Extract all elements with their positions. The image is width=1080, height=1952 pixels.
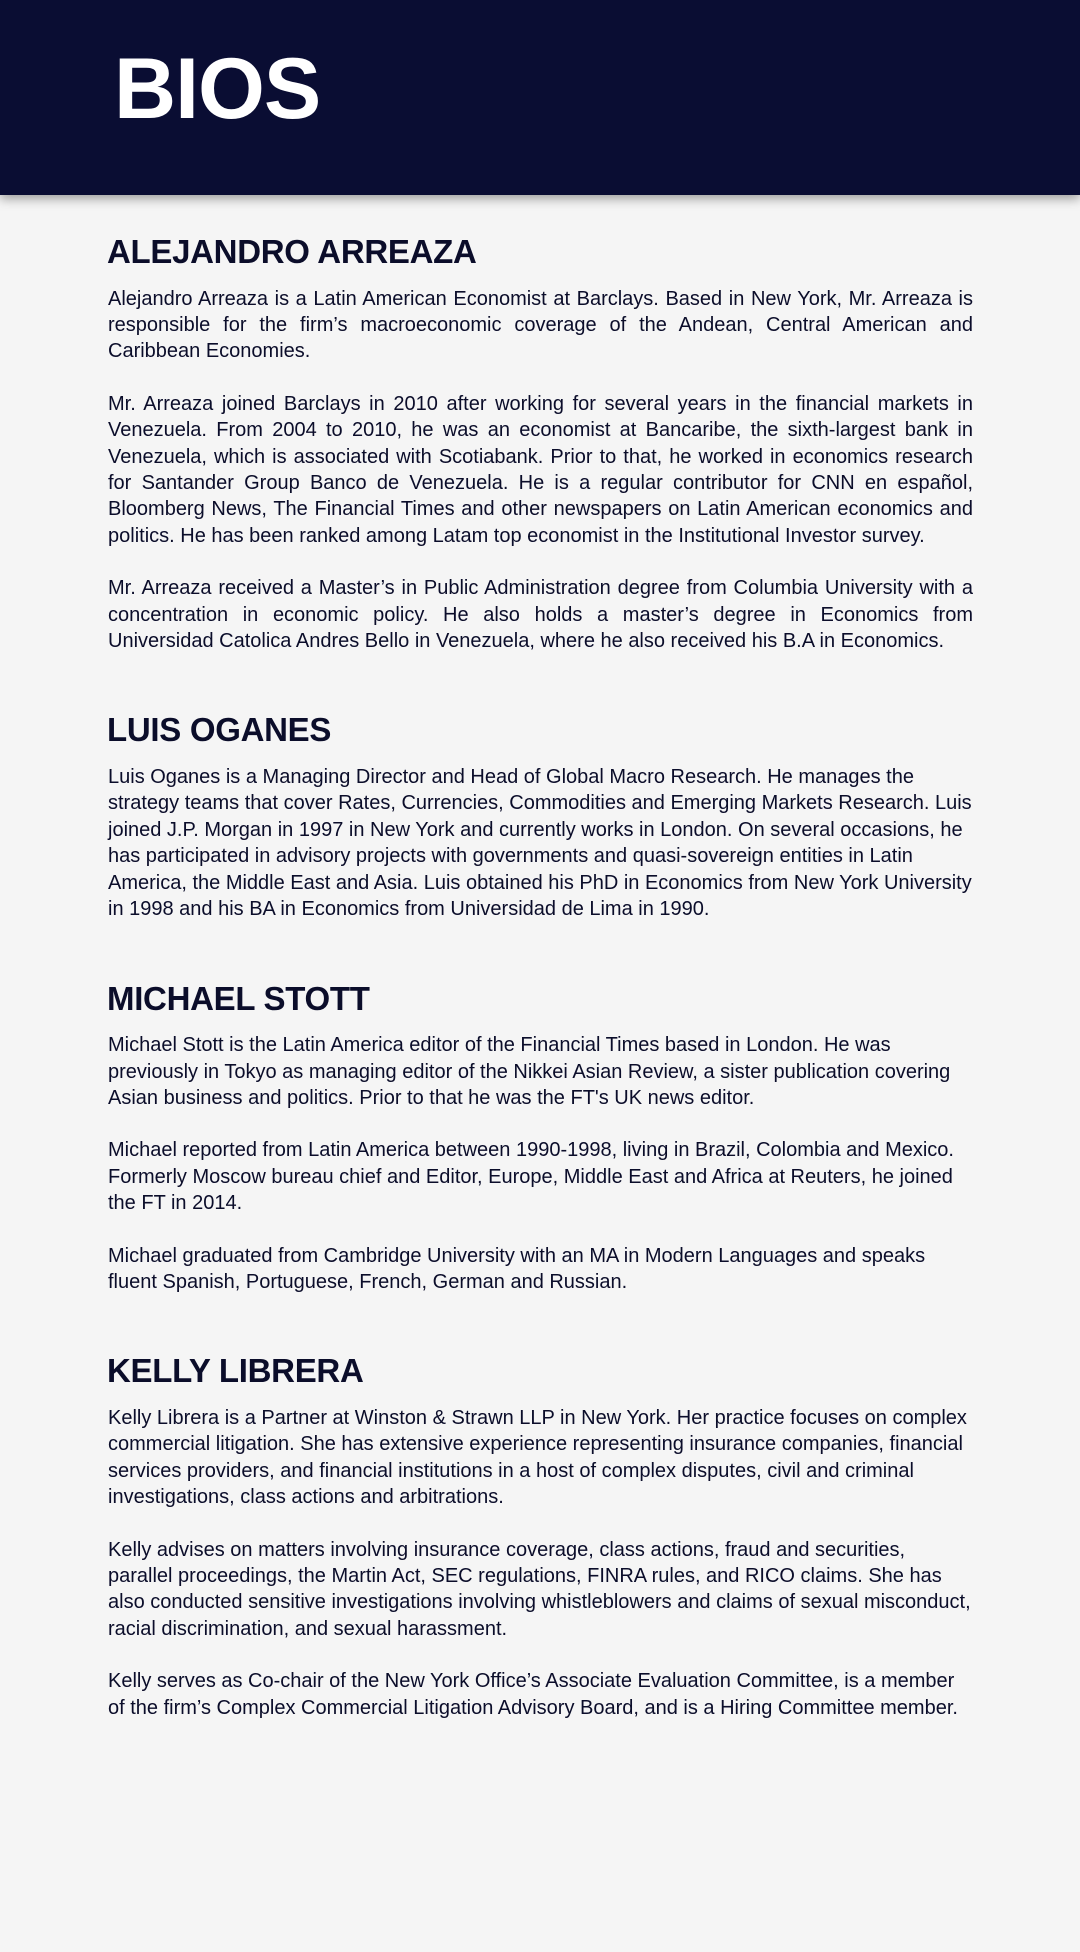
bio-paragraph: Mr. Arreaza received a Master’s in Public Administration degree from Columbia University with a concentration in economic policy. He also holds a master’s degree in Economics from Universidad Catolica Andres Bello in Venezuela, where he also received his B.A in Economics. xyxy=(108,577,973,653)
bio-kelly-librera xyxy=(107,1351,973,1721)
bios-content xyxy=(107,232,973,1777)
bio-name: MICHAEL STOTT xyxy=(107,979,370,1017)
bio-paragraph: Luis Oganes is a Managing Director and Head of Global Macro Research. He manages the strategy teams that cover Rates, Currencies, Commodities and Emerging Markets Research. Luis joined J.P. Morgan in 1997 in New York and currently works in London. On several occasions, he has participated in advisory projects with governments and quasi-sovereign entities in Latin America, the Middle East and Asia. Luis obtained his PhD in Economics from New York University in 1998 and his BA in Economics from Universidad de Lima in 1990. xyxy=(108,766,972,921)
bio-alejandro-arreaza xyxy=(107,232,973,654)
bio-paragraph: Michael Stott is the Latin America editor of the Financial Times based in London. He was previously in Tokyo as managing editor of the Nikkei Asian Review, a sister publication covering Asian business and politics. Prior to that he was the FT's UK news editor. xyxy=(108,1034,951,1109)
bio-paragraph: Kelly advises on matters involving insurance coverage, class actions, fraud and securities, parallel proceedings, the Martin Act, SEC regulations, FINRA rules, and RICO claims. She has also conducted sensitive investigations involving whistleblowers and claims of sexual misconduct, racial discrimination, and sexual harassment. xyxy=(108,1538,971,1640)
bio-name: KELLY LIBRERA xyxy=(107,1352,364,1390)
bio-paragraph: Michael graduated from Cambridge University with an MA in Modern Languages and speaks fluent Spanish, Portuguese, French, German and Russian. xyxy=(108,1244,926,1293)
bio-paragraph: Alejandro Arreaza is a Latin American Economist at Barclays. Based in New York, Mr. Arreaza is responsible for the firm’s macroeconomic coverage of the Andean, Central American and Caribbean Economies. xyxy=(108,287,973,363)
page-header xyxy=(0,0,1080,195)
bio-paragraph: Kelly Librera is a Partner at Winston & Strawn LLP in New York. Her practice focuses on complex commercial litigation. She has extensive experience representing insurance companies, financial services providers, and financial institutions in a host of complex disputes, civil and criminal investigations, class actions and arbitrations. xyxy=(108,1406,967,1509)
bio-michael-stott xyxy=(107,979,973,1296)
bio-paragraph: Michael reported from Latin America between 1990-1998, living in Brazil, Colombia and Mexico. Formerly Moscow bureau chief and Editor, Europe, Middle East and Africa at Reuters, he joined the FT in 2014. xyxy=(108,1139,954,1215)
bio-name: ALEJANDRO ARREAZA xyxy=(107,233,477,270)
page-title: BIOS xyxy=(114,41,321,137)
bio-paragraph: Kelly serves as Co-chair of the New York Office’s Associate Evaluation Committee, is a member of the firm’s Complex Commercial Litigation Advisory Board, and is a Hiring Committee member. xyxy=(108,1670,958,1719)
bio-name: LUIS OGANES xyxy=(107,711,332,749)
bio-luis-oganes xyxy=(107,710,973,922)
bio-paragraph: Mr. Arreaza joined Barclays in 2010 after working for several years in the financial markets in Venezuela. From 2004 to 2010, he was an economist at Bancaribe, the sixth-largest bank in Venezuela, which is associated with Scotiabank. Prior to that, he worked in economics research for Santander Group Banco de Venezuela. He is a regular contributor for CNN en español, Bloomberg News, The Financial Times and other newspapers on Latin American economics and politics. He has been ranked among Latam top economist in the Institutional Investor survey. xyxy=(108,392,973,547)
